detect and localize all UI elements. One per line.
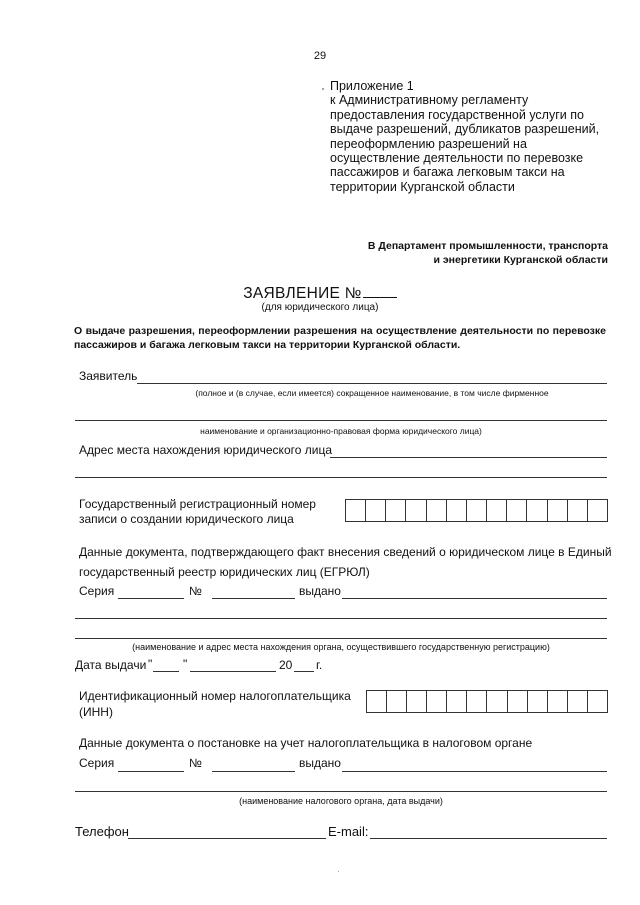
egrul-date-year-field[interactable] [294, 671, 314, 672]
egrul-number-field[interactable] [212, 598, 295, 599]
egrul-number-label: № [189, 584, 202, 598]
egrul-text-2: государственный реестр юридических лиц (ЕГРЮЛ) [79, 565, 370, 579]
appendix-line: Приложение 1 [330, 79, 414, 93]
egrul-caption: (наименование и адрес места нахождения органа, осуществившего государственную регистрацию) [132, 642, 550, 652]
phone-label: Телефон [75, 824, 129, 839]
address-field-line[interactable] [330, 457, 607, 458]
tax-issued-field[interactable] [342, 771, 607, 772]
inn-cells[interactable] [366, 690, 608, 713]
tax-series-field[interactable] [118, 771, 184, 772]
margin-dot [338, 871, 339, 872]
tax-issued-label: выдано [299, 756, 341, 770]
tax-series-label: Серия [79, 756, 115, 770]
ogrn-label-1: Государственный регистрационный номер [79, 497, 316, 511]
address-field-line-2[interactable] [75, 477, 607, 478]
egrul-date-day-field[interactable] [153, 671, 179, 672]
ogrn-cells[interactable] [345, 499, 608, 522]
margin-dot [322, 88, 324, 90]
email-field[interactable] [370, 838, 607, 839]
department-line-1: В Департамент промышленности, транспорта [367, 240, 608, 252]
tax-issued-field-2[interactable] [75, 791, 607, 792]
appendix-line: осуществление деятельности по перевозке [330, 151, 584, 166]
applicant-caption-1: (полное и (в случае, если имеется) сокращенное наименование, в том числе фирменное [195, 388, 549, 398]
appendix-line: к Административному регламенту [330, 93, 529, 108]
egrul-issued-label: выдано [299, 584, 341, 598]
tax-number-label: № [189, 756, 202, 770]
appendix-line: территории Курганской области [330, 179, 515, 194]
document-subject: О выдаче разрешения, переоформлении разрешения на осуществление деятельности по перевозке пассажиров и багажа легковым такси на территории Курганской области. [74, 325, 606, 351]
egrul-date-suffix: г. [316, 658, 323, 672]
appendix-header [330, 79, 599, 194]
tax-text: Данные документа о постановке на учет налогоплательщика в налоговом органе [79, 736, 533, 750]
inn-label-1: Идентификационный номер налогоплательщика [79, 689, 351, 703]
applicant-field-line-2[interactable] [75, 420, 607, 421]
egrul-date-month-field[interactable] [190, 671, 276, 672]
egrul-issued-field[interactable] [342, 598, 607, 599]
egrul-text-1: Данные документа, подтверждающего факт внесения сведений о юридическом лице в Единый [79, 545, 612, 559]
appendix-line: переоформлению разрешений на [330, 136, 527, 151]
tax-number-field[interactable] [212, 771, 295, 772]
tax-caption: (наименование налогового органа, дата выдачи) [239, 796, 443, 806]
egrul-date-quote-close: " [183, 657, 188, 671]
egrul-series-label: Серия [79, 584, 115, 598]
inn-label-2: (ИНН) [79, 705, 113, 719]
title-number-field[interactable] [363, 285, 397, 298]
appendix-line: выдаче разрешений, дубликатов разрешений, [330, 122, 600, 137]
department-addressee [368, 240, 608, 267]
appendix-line: пассажиров и багажа легковым такси на [330, 165, 565, 180]
egrul-series-field[interactable] [118, 598, 184, 599]
applicant-field-line[interactable] [137, 383, 607, 384]
applicant-label: Заявитель [79, 369, 138, 383]
phone-field[interactable] [128, 838, 326, 839]
document-subtitle: (для юридического лица) [261, 302, 379, 313]
appendix-line: предоставления государственной услуги по [330, 107, 584, 122]
ogrn-label-2: записи о создании юридического лица [79, 512, 294, 526]
egrul-issued-field-2[interactable] [75, 618, 607, 619]
egrul-date-quote-open: " [148, 657, 153, 671]
applicant-caption-2: наименование и организационно-правовая форма юридического лица) [200, 426, 482, 436]
page-number: 29 [313, 50, 327, 62]
email-label: E-mail: [328, 824, 369, 839]
department-line-2: и энергетики Курганской области [433, 253, 608, 266]
title-text: ЗАЯВЛЕНИЕ № [243, 285, 362, 302]
egrul-issued-field-3[interactable] [75, 638, 607, 639]
document-title [0, 285, 640, 303]
egrul-date-label: Дата выдачи [75, 658, 147, 672]
address-label: Адрес места нахождения юридического лица [79, 443, 332, 457]
egrul-date-year-prefix: 20 [279, 658, 293, 672]
